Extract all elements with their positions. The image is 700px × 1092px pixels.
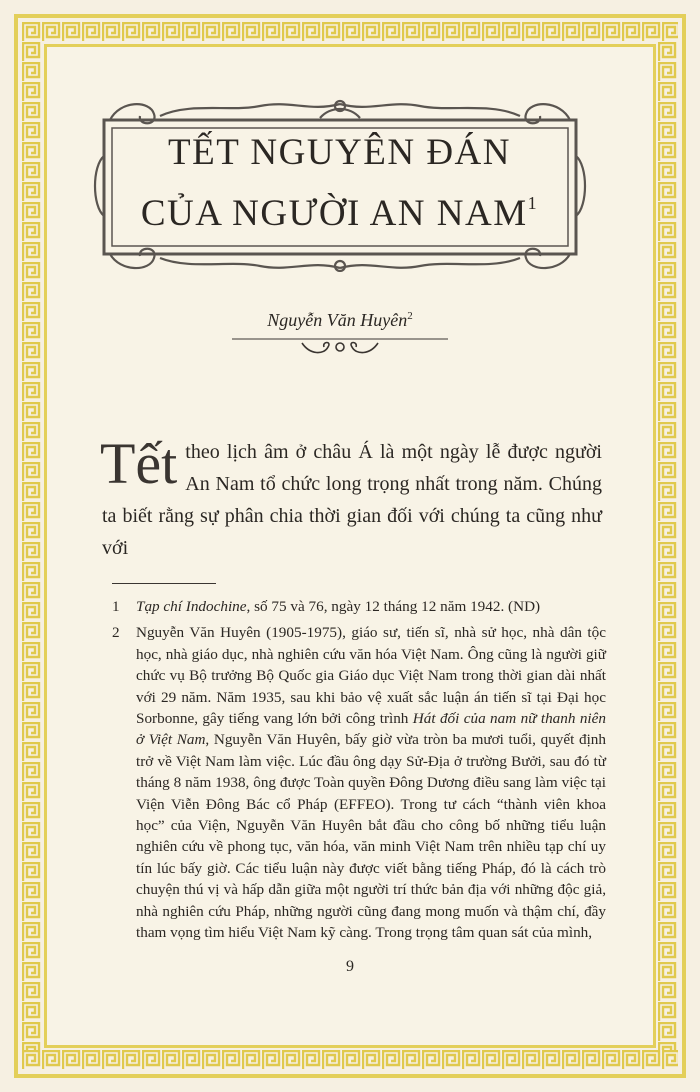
footnote-number: 2 (112, 624, 120, 642)
footnote-1 (112, 596, 606, 617)
footnote-rest: , số 75 và 76, ngày 12 tháng 12 năm 1942. (ND) (246, 598, 541, 615)
greek-key-border-left (22, 42, 42, 1050)
greek-key-border-right (658, 42, 678, 1050)
footnote-divider (112, 583, 216, 584)
greek-key-border-top (22, 22, 678, 42)
author-name: Nguyễn Văn Huyên (267, 310, 408, 330)
author-footnote-ref[interactable]: 2 (407, 310, 413, 322)
title-line-1: TẾT NGUYÊN ĐÁN (168, 132, 511, 173)
footnote-italic: Hát đối của nam nữ thanh niên ở Việt Nam (136, 710, 606, 749)
footnote-part-2: , Nguyễn Văn Huyên, bấy giờ vừa tròn ba mươi tuổi, quyết định trở về Việt Nam làm việc. Lúc đầu ông dạy Sử-Địa ở trường Bưởi, sau đó từ tháng 8 năm 1938, ông được Toàn quyền Đông Dương điều sang làm việc tại Viện Viễn Đông Bác cổ Pháp (EFFEO). Trong tư cách “thành viên khoa học” của Viện, Nguyễn Văn Huyên bắt đầu cho công bố những tiểu luận nghiên cứu về phong tục, văn hóa, văn minh Việt Nam trên nhiều tạp chí uy tín lúc bấy giờ. Các tiểu luận này được viết bằng tiếng Pháp, đó là cách trò chuyện thú vị và hấp dẫn giữa một người trí thức bản địa với những độc giả, nhà nghiên cứu Pháp, những người cũng đang mong muốn và thậm chí, đầy tham vọng tìm hiểu Việt Nam kỹ càng. Trong trọng tâm quan sát của mình, (136, 731, 606, 942)
title-footnote-ref[interactable]: 1 (527, 193, 539, 213)
drop-cap: Tết (100, 431, 178, 496)
page-number: 9 (346, 958, 354, 975)
footnote-number: 1 (112, 598, 120, 615)
author-ornament (232, 333, 448, 357)
chapter-title (112, 128, 567, 246)
footnote-text (136, 622, 606, 943)
title-line-2 (112, 178, 567, 239)
intro-paragraph (100, 431, 602, 564)
footnote-2 (112, 622, 606, 943)
footnote-text (136, 596, 606, 617)
footnote-italic: Tạp chí Indochine (136, 598, 247, 615)
greek-key-border-bottom (22, 1050, 678, 1070)
footnotes (112, 596, 606, 949)
footnote-part-1: Nguyễn Văn Huyên (1905-1975), giáo sư, tiến sĩ, nhà sử học, nhà dân tộc học, nhà giáo dục, nhà nghiên cứu văn hóa Việt Nam. Ông cũng là người giữ chức vụ Bộ trưởng Bộ Quốc gia Giáo dục Việt Nam trong thời gian dài nhất với 29 năm. Năm 1935, sau khi bảo vệ xuất sắc luận án tiến sĩ tại Đại học Sorbonne, gây tiếng vang lớn bởi công trình (136, 624, 606, 728)
title-line-2-text: CỦA NGƯỜI AN NAM (140, 193, 528, 234)
author-byline (230, 310, 450, 331)
intro-text: theo lịch âm ở châu Á là một ngày lễ được người An Nam tổ chức long trọng nhất trong năm. Chúng ta biết rằng sự phân chia thời gian đối với chúng ta cũng như với (102, 441, 602, 559)
